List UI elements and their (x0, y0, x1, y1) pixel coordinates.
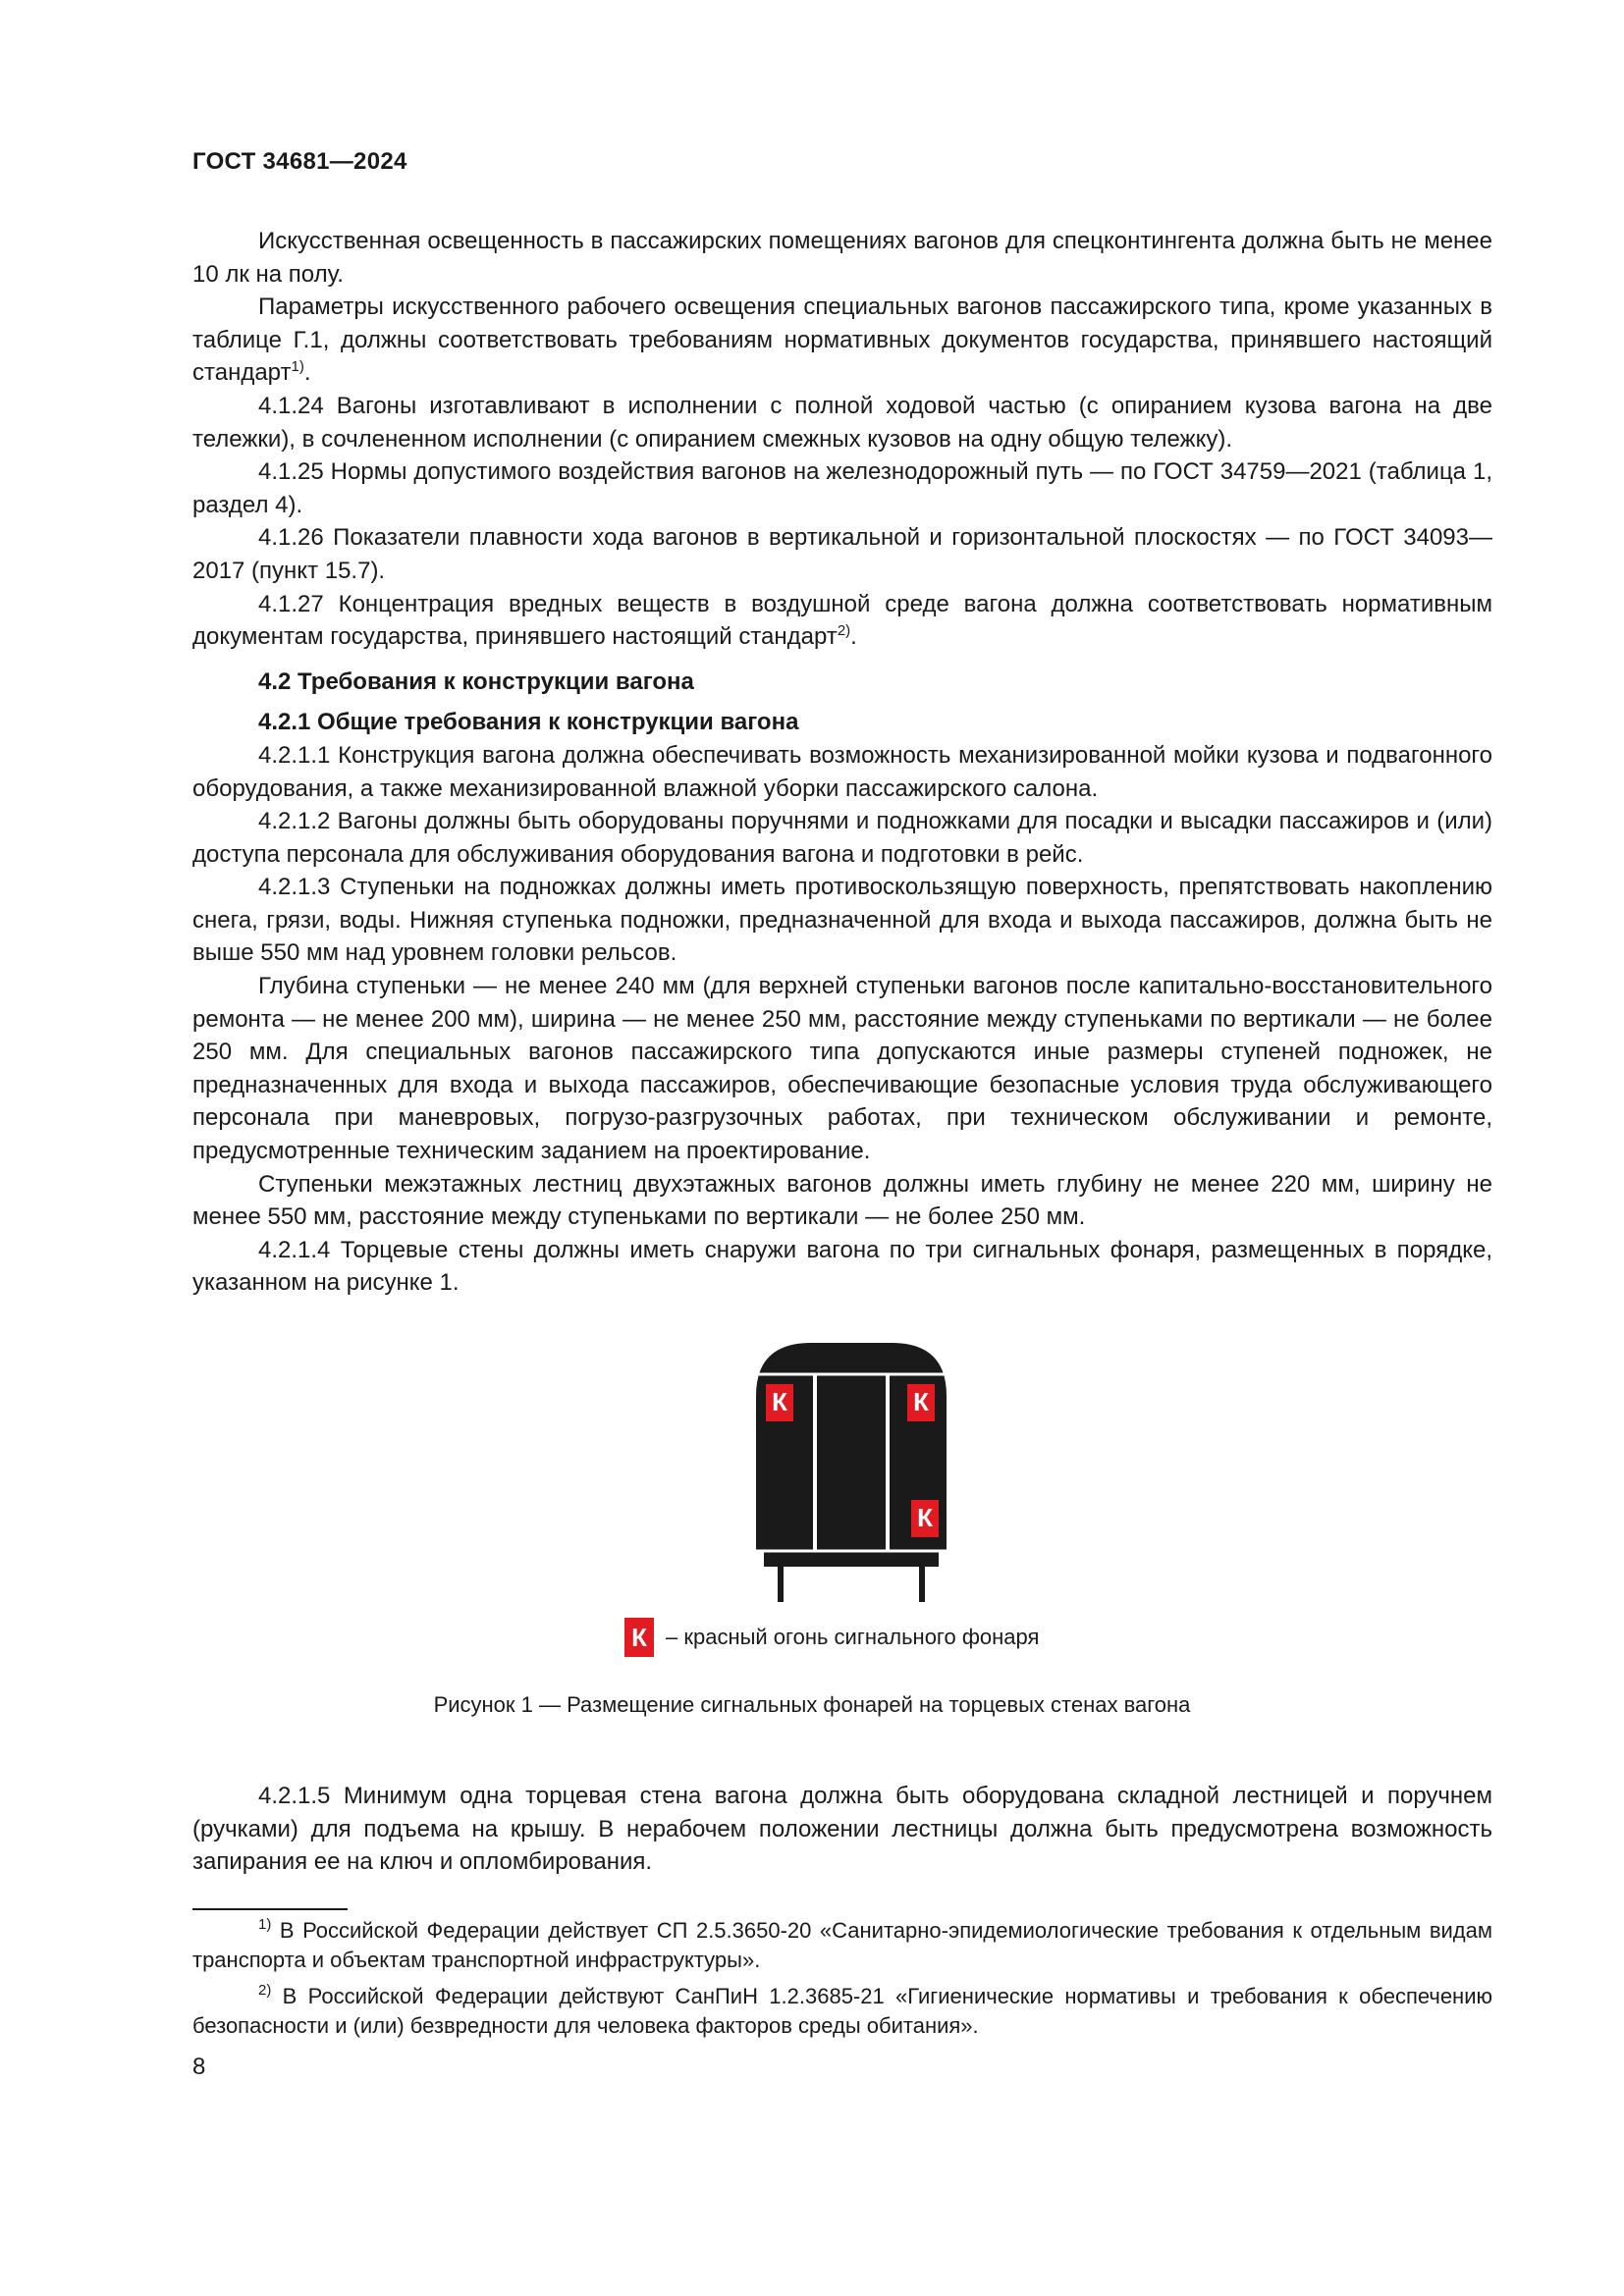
figure-legend (624, 1618, 1039, 1657)
paragraph: 4.2.1.5 Минимум одна торцевая стена вагона должна быть оборудована складной лестницей и поручнем (ручками) для подъема на крышу. В нерабочем положении лестницы должна быть предусмотрена возможность запирания ее на ключ и опломбирования. (192, 1783, 1492, 1876)
footnote-mark: 2) (258, 1982, 272, 1999)
body-text-top (192, 225, 1492, 1300)
footnote-ref: 1) (291, 358, 304, 376)
footnote-mark: 1) (258, 1916, 272, 1933)
wheel-right (919, 1565, 925, 1602)
footnote: $^{2)}$ В Российской Федерации действуют СанПиН 1.2.3685-21 «Гигиенические нормативы и требования к обеспечению безопасности и (или) безвредности для человека факторов среды обитания». (192, 1982, 1492, 2038)
section-heading: 4.2 Требования к конструкции вагона (258, 667, 694, 695)
subsection-heading: 4.2.1 Общие требования к конструкции вагона (258, 709, 799, 736)
signal-lamp-top-left (766, 1384, 793, 1421)
document-header: ГОСТ 34681—2024 (192, 148, 407, 175)
paragraph: 4.2.1.1 Конструкция вагона должна обеспечивать возможность механизированной мойки кузова и подвагонного оборудования, а также механизированной влажной уборки пассажирского салона. (192, 741, 1492, 802)
paragraph: 4.1.26 Показатели плавности хода вагонов в вертикальной и горизонтальной плоскостях — по ГОСТ 34093—2017 (пункт 15.7). (192, 524, 1492, 584)
footnote: $^{1)}$ В Российской Федерации действует СП 2.5.3650-20 «Санитарно-эпидемиологические требования к отдельным видам транспорта и объектам транспортной инфраструктуры». (192, 1916, 1492, 1972)
paragraph: Глубина ступеньки — не менее 240 мм (для верхней ступеньки вагонов после капитально-восстановительного ремонта — не менее 200 мм), ширина — не менее 250 мм, расстояние между ступеньками по вертикали — не более 250 мм. Для специальных вагонов пассажирского типа допускаются иные размеры ступеней подножек, не предназначенных для входа и выхода пассажиров, обеспечивающие безопасные условия труда обслуживающего персонала при маневровых, погрузо-разгрузочных работах, при техническом обслуживании и ремонте, предусмотренные техническим заданием на проектирование. (192, 973, 1492, 1165)
wagon-end-wall-figure (742, 1337, 960, 1604)
paragraph: 4.2.1.3 Ступеньки на подножках должны иметь противоскользящую поверхность, препятствовать накоплению снега, грязи, воды. Нижняя ступенька подножки, предназначенной для входа и выхода пассажиров, должна быть не выше 550 мм над уровнем головки рельсов. (192, 874, 1492, 967)
lamp-label: К (913, 1387, 929, 1416)
legend-lamp-swatch: К (624, 1618, 654, 1657)
footnote-ref: 2) (837, 622, 851, 640)
lamp-label: К (917, 1503, 933, 1532)
wheel-left (778, 1565, 784, 1602)
paragraph: 4.1.24 Вагоны изготавливают в исполнении с полной ходовой частью (с опиранием кузова вагона на две тележки), в сочлененном исполнении (с опиранием смежных кузовов на одну общую тележку). (192, 392, 1492, 453)
footnote-separator (192, 1908, 348, 1910)
figure-caption: Рисунок 1 — Размещение сигнальных фонарей на торцевых стенах вагона (433, 1692, 1191, 1717)
paragraph: 4.1.25 Нормы допустимого воздействия вагонов на железнодорожный путь — по ГОСТ 34759—2021 (таблица 1, раздел 4). (192, 458, 1492, 518)
paragraph: Ступеньки межэтажных лестниц двухэтажных вагонов должны иметь глубину не менее 220 мм, ширину не менее 550 мм, расстояние между ступеньками по вертикали — не более 250 мм. (192, 1170, 1492, 1231)
signal-lamp-bottom-right (911, 1500, 939, 1537)
paragraph: 4.2.1.4 Торцевые стены должны иметь снаружи вагона по три сигнальных фонаря, размещенных в порядке, указанном на рисунке 1. (192, 1236, 1492, 1297)
paragraph: 4.1.27 Концентрация вредных веществ в воздушной среде вагона должна соответствовать нормативным документам государства, принявшего настоящий стандарт$^{2)}$. (192, 590, 1492, 651)
lamp-label: К (772, 1387, 787, 1416)
paragraph: Параметры искусственного рабочего освещения специальных вагонов пассажирского типа, кроме указанных в таблице Г.1, должны соответствовать требованиям нормативных документов государства, принявшего настоящий стандарт$^{1)}$. (192, 294, 1492, 387)
paragraph: Искусственная освещенность в пассажирских помещениях вагонов для спецконтингента должна быть не менее 10 лк на полу. (192, 228, 1492, 288)
paragraph: 4.2.1.2 Вагоны должны быть оборудованы поручнями и подножками для посадки и высадки пассажиров и (или) доступа персонала для обслуживания оборудования вагона и подготовки в рейс. (192, 808, 1492, 868)
footnotes (192, 1916, 1492, 2048)
legend-text: – красный огонь сигнального фонаря (666, 1625, 1040, 1649)
body-text-bottom (192, 1780, 1492, 1879)
page-number: 8 (192, 2054, 206, 2080)
signal-lamp-top-right (907, 1384, 935, 1421)
